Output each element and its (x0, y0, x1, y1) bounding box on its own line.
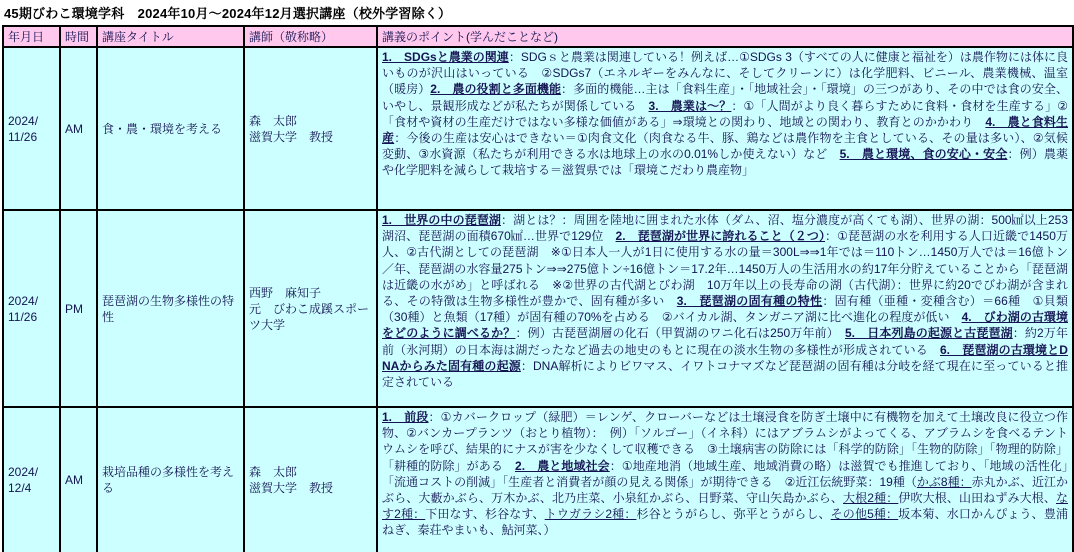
points-section-heading: 2. 琵琶湖が世界に誇れること（２つ） (615, 229, 826, 244)
course-title-cell: 栽培品種の多様性を考える (97, 407, 244, 552)
lecture-points-cell (377, 210, 1073, 407)
time-cell: PM (60, 210, 97, 407)
points-section-heading: 4. 農と食料生産 (382, 114, 1069, 146)
date-cell: 2024/ 12/4 (3, 407, 60, 552)
points-text: ：今後の生産は安心はできない＝①肉食文化（肉食なる牛、豚、鶏などは農作物を主食としている、その量は多い）、②気候変動、③水資源（私たちが利用できる水は地球上の水の0.01%しか使えない）など (382, 131, 1068, 162)
date-cell: 2024/ 11/26 (3, 210, 60, 407)
table-body (3, 47, 1073, 552)
points-section-heading: 2. 農の役割と多面機能 (430, 82, 562, 97)
points-section-heading: 1. 前段 (382, 410, 429, 424)
points-section-heading: 3. 農業は～？ (648, 98, 732, 113)
header-lecturer: 講師（敬称略） (244, 26, 377, 47)
points-text: ：①「人間がより良く暮らすために食料・食材を生産する」②「食材や資材の生産だけではない多様な価値がある」⇒環境との関わり、地域との関わり、教育とのかかわり (382, 98, 1068, 129)
course-title-cell: 食・農・環境を考える (97, 47, 244, 210)
header-row (3, 26, 1073, 47)
date-cell: 2024/ 11/26 (3, 47, 60, 210)
lecturer-cell: 森 太郎 滋賀大学 教授 (244, 407, 377, 552)
table-row (3, 407, 1073, 552)
points-text: ：①カバークロップ（緑肥）＝レンゲ、クローバーなどは土壌浸食を防ぎ土壌中に有機物を加えて土壌改良に役立つ作物、②バンカープランツ（おとり植物）： 例）「ソルゴー」（イネ科）にはアブラムシがよってくる、アブラムシを食べるテントウムシを呼び、結果的にナスが害を少なくして収穫できる ③土壌病害の防除には「科学的防除」「生物的防除」「物理的防除」「耕種的防除」がある (382, 410, 1068, 473)
points-section-heading: 5. 農と環境、食の安心・安全 (839, 147, 1008, 162)
lecture-points-cell (377, 407, 1073, 552)
points-text: 赤丸かぶ、近江かぶら、大藪かぶら、万木かぶ、北乃庄菜、小泉紅かぶら、日野菜、守山矢島かぶら、 (382, 474, 1068, 506)
points-text: なす2種： (382, 491, 1068, 522)
points-text: 下田なす、杉谷なす、 (425, 507, 545, 522)
lecturer-cell: 西野 麻知子 元 びわこ成蹊スポーツ大学 (244, 210, 377, 407)
points-section-heading: 5. 日本列島の起源と古琵琶湖 (844, 326, 1013, 341)
points-text: 坂本菊、水口かんぴょう、豊浦ねぎ、秦荘やまいも、鮎河菜、） (382, 507, 1068, 538)
table-row (3, 47, 1073, 210)
lecturer-cell: 森 太郎 滋賀大学 教授 (244, 47, 377, 210)
header-date: 年月日 (3, 26, 60, 47)
table-row (3, 210, 1073, 407)
page-title: 45期びわこ環境学科 2024年10月～2024年12月選択講座（校外学習除く） (4, 6, 452, 21)
points-text: ：DNA解析によりビワマス、イワトコナマズなど琵琶湖の固有種は分岐を経て現在に至っていると推定されている (382, 358, 1068, 390)
points-section-heading: 3. 琵琶湖の固有種の特性 (676, 294, 823, 309)
table-header (3, 26, 1073, 47)
points-text: ：湖とは？：周囲を陸地に囲まれた水体（ダム、沼、塩分濃度が高くても湖）、世界の湖：500㎢以上253湖沼、琵琶湖の面積670㎢…世界で129位 (382, 213, 1068, 244)
points-text: ：固有種（亜種・変種含む）＝66種 ①貝類（30種）と魚類（17種）が固有種の70%を占める ②バイカル湖、タンガニア湖に比べ進化の程度が低い (382, 294, 1069, 325)
points-text: ：①地産地消（地域生産、地域消費の略）は滋賀でも推進しており、「地域の活性化」「流通コストの削減」「生産者と消費者が顔の見える関係」が期待できる ②近江伝統野菜：19種（ (382, 458, 1068, 489)
course-schedule-table (2, 25, 1074, 552)
course-title-cell: 琵琶湖の生物多様性の特性 (97, 210, 244, 407)
points-text: ：①琵琶湖の水を利用する人口近畿で1450万人、②古代湖としての琵琶湖 ※①日本人一人が1日に使用する水の量＝300L⇒⇒1年では＝110トン…1450万人では＝16億トン／年、琵琶湖の水容量275トン⇒⇒275億トン÷16億トン＝17.2年…1450万人の生活用水の約17年分貯えていることから「琵琶湖は近畿の水がめ」と呼ばれる ※②世界の古代湖とびわ湖 10万年以上の長寿命の湖（古代湖）：世界に約20でびわ湖が含まれる、その特徴は生物多様性が豊かで、固有種が多い (382, 229, 1068, 309)
points-text: ：例）農薬や化学肥料を減らして栽培する＝滋賀県では「環境こだわり農産物」 (382, 147, 1068, 178)
points-text: ：SDGｓと農業は関連している！例えば…①SDGs 3（すべての人に健康と福祉を）は農作物には体に良いものが沢山はいっている ②SDGs7（エネルギーをみんなに、そしてクリーンに）は化学肥料、ビニール、農業機械、温室（暖房） (382, 50, 1068, 97)
header-points: 講義のポイント(学んだことなど) (377, 26, 1073, 47)
points-text: 大根2種： (843, 491, 899, 506)
points-text: 杉谷とうがらし、弥平とうがらし、 (636, 507, 831, 522)
points-text: ：約2万年前（氷河期）の日本海は湖だったなど過去の地史のもとに現在の淡水生物の多様性が形成されている (382, 326, 1068, 357)
points-text: ：多面的機能…主は「食料生産」・「地域社会」・「環境」の三つがあり、その中では食の安全、いやし、景観形成などが私たちが関係している (382, 82, 1068, 113)
time-cell: AM (60, 407, 97, 552)
header-time: 時間 (60, 26, 97, 47)
header-course-title: 講座タイトル (97, 26, 244, 47)
points-text: ：例）古琵琶湖層の化石（甲賀湖のワニ化石は250万年前） (515, 326, 845, 341)
points-section-heading: 2. 農と地域社会 (515, 458, 610, 473)
lecture-points-cell (377, 47, 1073, 210)
points-text: トウガラシ2種： (544, 507, 637, 522)
points-section-heading: 4. びわ湖の古環境をどのように調べるか？ (382, 310, 1068, 341)
time-cell: AM (60, 47, 97, 210)
points-section-heading: 1. SDGsと農業の関連 (382, 50, 509, 64)
points-section-heading: 6. 琵琶湖の古環境とDNAからみた固有種の起源 (382, 342, 1068, 373)
points-text: かぶ8種： (916, 474, 972, 489)
points-text: 伊吹大根、山田ねずみ大根、 (898, 491, 1056, 506)
points-section-heading: 1. 世界の中の琵琶湖 (382, 213, 502, 227)
points-text: その他5種： (830, 507, 899, 522)
